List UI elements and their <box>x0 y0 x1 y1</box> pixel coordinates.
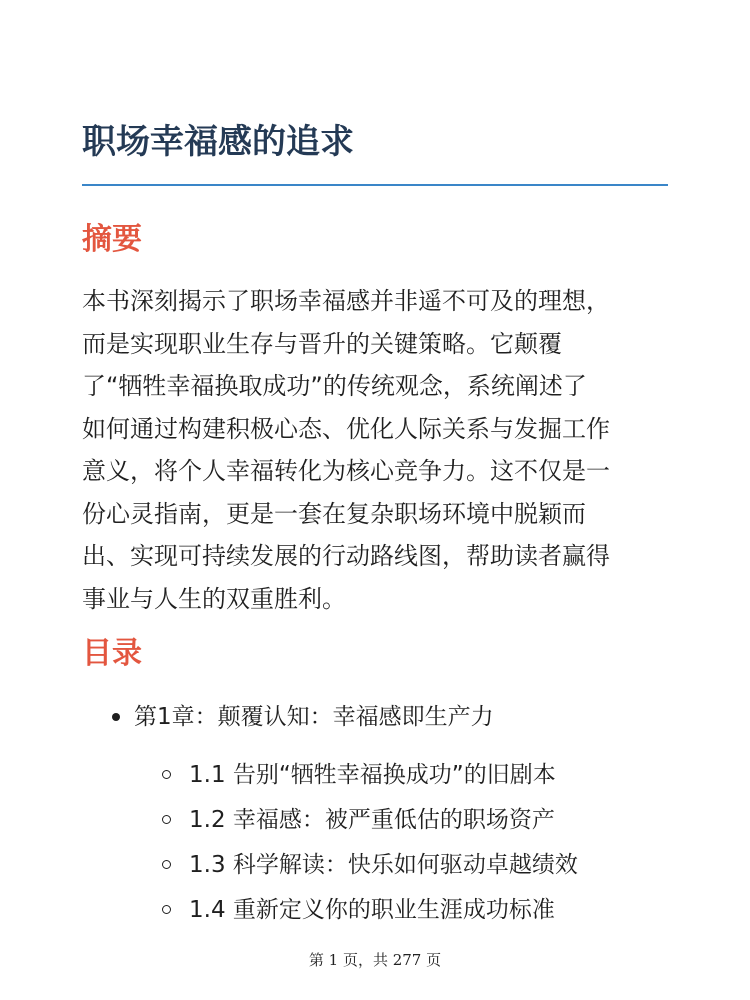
hollow-bullet-icon <box>162 905 171 914</box>
abstract-line: 了“牺牲幸福换取成功”的传统观念，系统阐述了 <box>82 372 587 400</box>
toc-section-item[interactable]: 1.3 科学解读：快乐如何驱动卓越绩效 <box>189 852 578 878</box>
abstract-line: 份心灵指南，更是一套在复杂职场环境中脱颖而 <box>82 499 586 528</box>
toc-section-item[interactable]: 1.2 幸福感：被严重低估的职场资产 <box>189 807 555 833</box>
hollow-bullet-icon <box>162 815 171 824</box>
abstract-line: 如何通过构建积极心态、优化人际关系与发掘工作 <box>82 414 610 443</box>
abstract-line: 意义，将个人幸福转化为核心竞争力。这不仅是一 <box>82 457 610 485</box>
abstract-line: 出、实现可持续发展的行动路线图，帮助读者赢得 <box>82 542 610 570</box>
page-number-footer: 第 1 页，共 277 页 <box>308 951 442 969</box>
abstract-line: 事业与人生的双重胜利。 <box>82 584 346 613</box>
abstract-heading: 摘要 <box>82 222 142 257</box>
filled-bullet-icon <box>112 713 120 721</box>
hollow-bullet-icon <box>162 770 171 779</box>
abstract-paragraph <box>82 280 672 620</box>
toc-section-item[interactable]: 1.1 告别“牺牲幸福换成功”的旧剧本 <box>189 762 556 788</box>
book-title: 职场幸福感的追求 <box>82 122 354 162</box>
toc-chapter-item[interactable]: 第1章：颠覆认知：幸福感即生产力 <box>134 704 494 730</box>
abstract-line: 本书深刻揭示了职场幸福感并非遥不可及的理想， <box>82 287 610 315</box>
abstract-line: 而是实现职业生存与晋升的关键策略。它颠覆 <box>82 329 562 358</box>
title-divider <box>82 184 668 186</box>
hollow-bullet-icon <box>162 860 171 869</box>
toc-heading: 目录 <box>82 636 142 671</box>
toc-section-item[interactable]: 1.4 重新定义你的职业生涯成功标准 <box>189 897 555 923</box>
